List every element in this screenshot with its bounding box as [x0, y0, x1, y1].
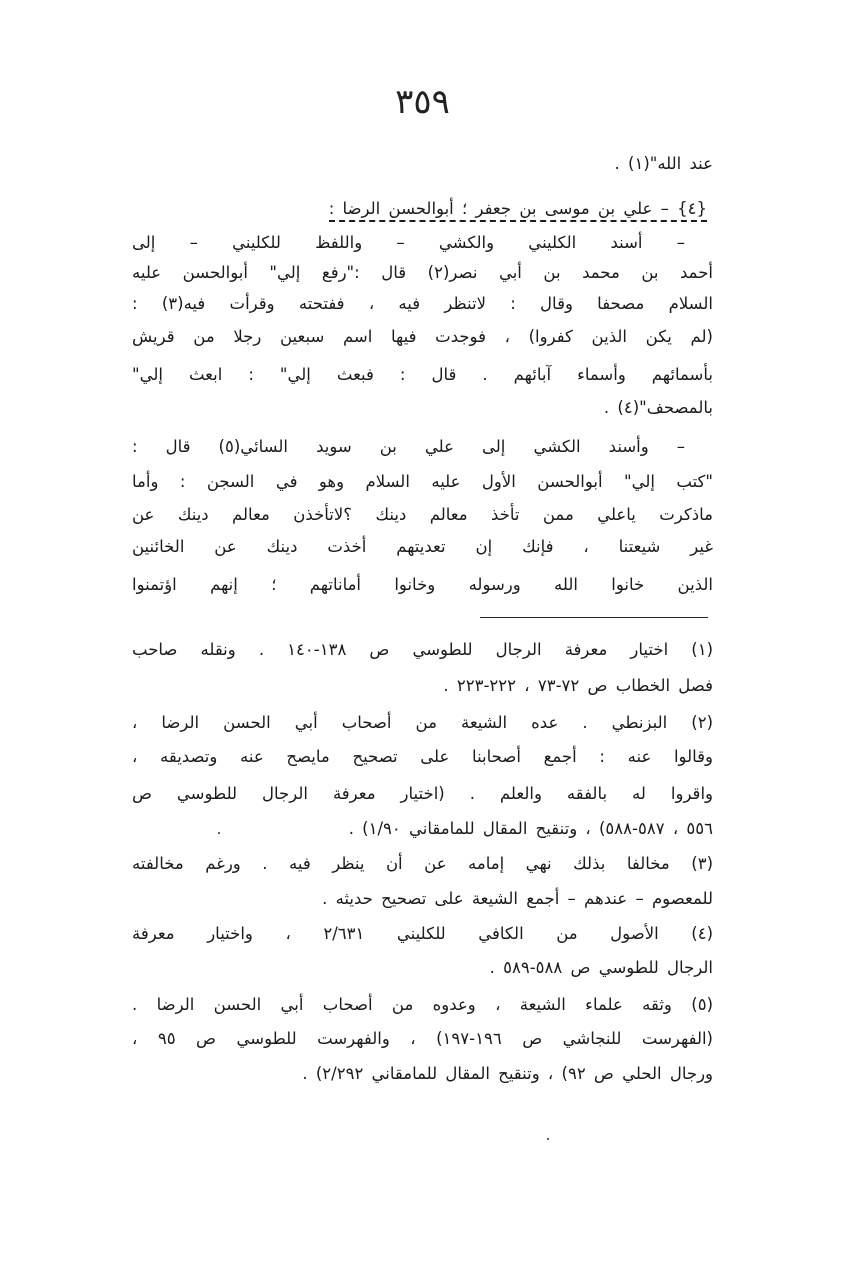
text-line: غير شيعتنا ، فإنك إن تعديتهم أخذت دينك عن الخائنين: [132, 537, 713, 556]
footnote-line: ٥٥٦ ، ٥٨٧-٥٨٨) ، وتنقيح المقال للمامقاني ١/٩٠) .: [348, 819, 713, 838]
footnote-line: الرجال للطوسي ص ٥٨٨-٥٨٩ .: [489, 958, 713, 977]
text-line: أحمد بن محمد بن أبي نصر(٢) قال :"رفع إلي" أبوالحسن عليه: [132, 263, 713, 282]
text-line: بأسمائهم وأسماء آبائهم . قال : فبعث إلي" : ابعث إلي": [132, 365, 713, 384]
scan-speck: [218, 832, 220, 834]
footnote-line: وقالوا عنه : أجمع أصحابنا على تصحيح مايصح عنه وتصديقه ،: [132, 747, 713, 766]
page-number: ٣٥٩: [395, 82, 450, 122]
footnote-line: (٤) الأصول من الكافي للكليني ٢/٦٣١ ، واختيار معرفة: [132, 924, 714, 943]
footnote-line: للمعصوم – عندهم – أجمع الشيعة على تصحيح حديثه .: [322, 889, 713, 908]
text-line: – وأسند الكشي إلى علي بن سويد السائي(٥) قال :: [132, 437, 685, 456]
footnote-line: (٣) مخالفا بذلك نهي إمامه عن أن ينظر فيه . ورغم مخالفته: [132, 854, 713, 873]
footnote-line: ورجال الحلي ص ٩٢) ، وتنقيح المقال للمامقاني ٢/٢٩٢) .: [302, 1064, 713, 1083]
entry-heading-line: [329, 198, 707, 220]
text-line: السلام مصحفا وقال : لاتنظر فيه ، ففتحته وقرأت فيه(٣) :: [132, 294, 713, 313]
text-line: عند الله"(١) .: [614, 154, 713, 173]
footnote-line: فصل الخطاب ص ٧٢-٧٣ ، ٢٢٢-٢٢٣ .: [443, 676, 713, 695]
entry-heading: {٤} – علي بن موسى بن جعفر ؛ أبوالحسن الرضا :: [329, 199, 707, 222]
footnote-line: واقروا له بالفقه والعلم . (اختيار معرفة الرجال للطوسي ص: [132, 784, 713, 803]
footnote-separator: [480, 617, 708, 618]
footnote-line: (الفهرست للنجاشي ص ١٩٦-١٩٧) ، والفهرست للطوسي ص ٩٥ ،: [132, 1029, 713, 1048]
text-line: – أسند الكليني والكشي – واللفظ للكليني – إلى: [132, 233, 685, 252]
text-line: ماذكرت ياعلي ممن تأخذ معالم دينك ؟لاتأخذن معالم دينك عن: [132, 505, 713, 524]
text-line: الذين خانوا الله ورسوله وخانوا أماناتهم ؛ إنهم اؤتمنوا: [132, 575, 713, 594]
footnote-line: (٢) البزنطي . عده الشيعة من أصحاب أبي الحسن الرضا ،: [132, 713, 713, 732]
text-line: (لم يكن الذين كفروا) ، فوجدت فيها اسم سبعين رجلا من قريش: [132, 327, 713, 346]
text-line: "كتب إلي" أبوالحسن الأول عليه السلام وهو في السجن : وأما: [132, 472, 713, 491]
scan-speck: [547, 1138, 549, 1140]
text-line: بالمصحف"(٤) .: [603, 398, 713, 417]
footnote-line: (٥) وثقه علماء الشيعة ، وعدوه من أصحاب أبي الحسن الرضا .: [132, 995, 713, 1014]
footnote-line: (١) اختيار معرفة الرجال للطوسي ص ١٣٨-١٤٠ . ونقله صاحب: [132, 640, 713, 659]
